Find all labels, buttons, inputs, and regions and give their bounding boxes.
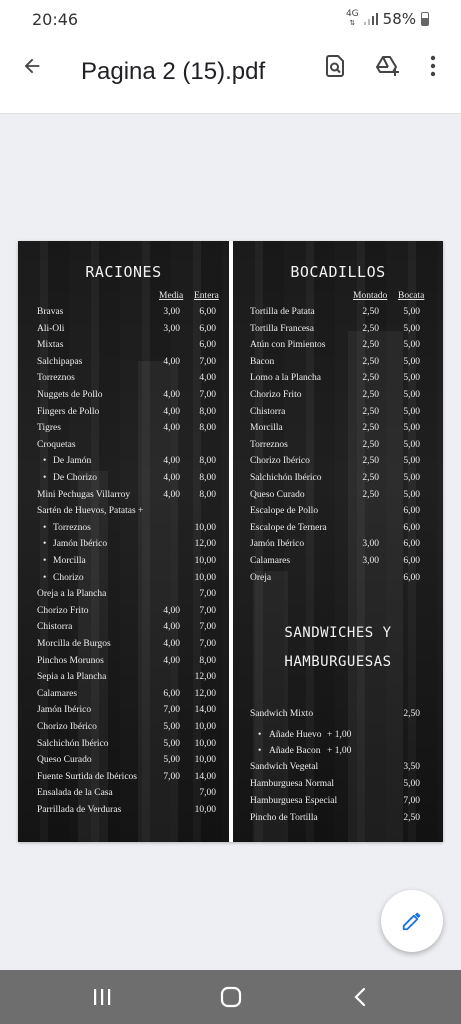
price-entera: 4,00 bbox=[199, 373, 216, 384]
bullet-icon: • bbox=[258, 746, 262, 756]
price-entera: 6,00 bbox=[199, 323, 216, 334]
item-name: Atún con Pimientos bbox=[250, 340, 326, 351]
item-name: Croquetas bbox=[37, 439, 76, 450]
price-bocata: 5,00 bbox=[403, 473, 420, 483]
price-entera: 10,00 bbox=[194, 522, 216, 533]
price-montado: 3,00 bbox=[362, 539, 379, 550]
item-name: Mini Pechugas Villarroy bbox=[37, 489, 131, 500]
arrow-back-icon bbox=[21, 55, 43, 77]
price-bocata: 5,00 bbox=[403, 356, 420, 367]
bullet-icon: • bbox=[43, 572, 47, 583]
sandwiches-row bbox=[233, 746, 443, 763]
price-entera: 7,00 bbox=[199, 589, 216, 600]
item-name: Chorizo Ibérico bbox=[37, 722, 97, 732]
bocadillos-title: BOCADILLOS bbox=[290, 263, 386, 281]
item-name: Bravas bbox=[37, 307, 64, 317]
bocadillos-row bbox=[233, 307, 443, 324]
price-montado: 2,50 bbox=[362, 356, 379, 367]
raciones-row bbox=[18, 656, 229, 673]
price-bocata: 5,00 bbox=[403, 323, 420, 334]
raciones-row bbox=[18, 373, 229, 390]
price-montado: 2,50 bbox=[362, 473, 379, 483]
item-name: Escalope de Pollo bbox=[250, 506, 319, 517]
item-name: Jamón Ibérico bbox=[250, 539, 305, 550]
price-media: 6,00 bbox=[163, 688, 180, 699]
bocadillos-row bbox=[233, 556, 443, 573]
col-montado-header: Montado bbox=[353, 291, 388, 301]
price-entera: 14,00 bbox=[194, 771, 216, 782]
bocadillos-row bbox=[233, 373, 443, 390]
price-media: 5,00 bbox=[163, 722, 180, 732]
item-name: Torreznos bbox=[37, 373, 75, 384]
bullet-icon: • bbox=[43, 539, 47, 550]
raciones-row bbox=[18, 490, 229, 507]
edit-pencil-icon bbox=[401, 910, 423, 932]
price-montado: 2,50 bbox=[362, 406, 379, 417]
item-name: Morcilla bbox=[53, 556, 86, 566]
price-entera: 7,00 bbox=[199, 622, 216, 633]
edit-fab-button[interactable] bbox=[381, 890, 443, 952]
item-name: Tortilla de Patata bbox=[250, 307, 315, 317]
bocadillos-panel bbox=[233, 241, 443, 842]
item-name: Ali-Oli bbox=[37, 323, 65, 334]
col-bocata-header: Bocata bbox=[398, 291, 425, 301]
price-media: 4,00 bbox=[163, 423, 180, 434]
nav-back-button[interactable] bbox=[345, 983, 375, 1011]
raciones-row bbox=[18, 705, 229, 722]
pdf-page[interactable] bbox=[18, 241, 443, 842]
raciones-row bbox=[18, 340, 229, 357]
bocadillos-row bbox=[233, 357, 443, 374]
item-name: Chorizo Frito bbox=[37, 605, 89, 616]
bocadillos-row bbox=[233, 573, 443, 590]
raciones-row bbox=[18, 589, 229, 606]
item-name: Chorizo Frito bbox=[250, 390, 302, 400]
bullet-icon: • bbox=[258, 730, 262, 740]
price-media: 4,00 bbox=[163, 406, 180, 417]
price-bocata: 6,00 bbox=[403, 539, 420, 550]
extra-price: + 1,00 bbox=[327, 746, 352, 756]
price-entera: 8,00 bbox=[199, 473, 216, 483]
data-arrows-icon: ⇅ bbox=[349, 19, 356, 27]
extra-price: + 1,00 bbox=[327, 730, 352, 740]
item-name: Chorizo Ibérico bbox=[250, 456, 310, 467]
price-media: 4,00 bbox=[163, 489, 180, 500]
item-name: Jamón Ibérico bbox=[53, 539, 108, 550]
add-to-drive-button[interactable] bbox=[374, 52, 402, 80]
item-name: Tigres bbox=[37, 423, 61, 434]
price-montado: 3,00 bbox=[362, 556, 379, 566]
battery-percent: 58% bbox=[382, 10, 416, 28]
item-name: Hamburguesa Normal bbox=[250, 779, 334, 789]
bocadillos-row bbox=[233, 324, 443, 341]
sandwiches-row bbox=[233, 730, 443, 747]
price-montado: 2,50 bbox=[362, 307, 379, 317]
status-bar bbox=[0, 0, 461, 40]
battery-icon bbox=[421, 12, 429, 26]
price-bocata: 5,00 bbox=[403, 406, 420, 417]
price-entera: 10,00 bbox=[194, 738, 216, 749]
price-bocata: 6,00 bbox=[403, 572, 420, 583]
raciones-row bbox=[18, 357, 229, 374]
bocadillos-row bbox=[233, 423, 443, 440]
sandwiches-title-line1: SANDWICHES Y bbox=[284, 625, 392, 641]
add-to-drive-icon bbox=[375, 54, 401, 78]
bocadillos-row bbox=[233, 440, 443, 457]
price-bocata: 6,00 bbox=[403, 506, 420, 517]
col-media-header: Media bbox=[159, 291, 184, 301]
item-name: Calamares bbox=[37, 688, 78, 699]
price-entera: 7,00 bbox=[199, 390, 216, 400]
item-name: Calamares bbox=[250, 556, 291, 566]
price-entera: 7,00 bbox=[199, 356, 216, 367]
price-media: 4,00 bbox=[163, 622, 180, 633]
raciones-row bbox=[18, 523, 229, 540]
price-montado: 2,50 bbox=[362, 323, 379, 334]
price-media: 4,00 bbox=[163, 655, 180, 666]
item-name: Escalope de Ternera bbox=[250, 522, 327, 533]
price-entera: 10,00 bbox=[194, 755, 216, 766]
price-media: 3,00 bbox=[163, 323, 180, 334]
price-entera: 6,00 bbox=[199, 307, 216, 317]
item-name: Parrillada de Verduras bbox=[37, 805, 122, 815]
price-bocata: 5,00 bbox=[403, 423, 420, 434]
price-entera: 8,00 bbox=[199, 423, 216, 434]
item-name: Sandwich Mixto bbox=[250, 709, 314, 719]
signal-icon bbox=[364, 13, 378, 25]
bocadillos-row bbox=[233, 390, 443, 407]
raciones-row bbox=[18, 739, 229, 756]
item-price: 5,00 bbox=[403, 779, 420, 789]
price-bocata: 5,00 bbox=[403, 340, 420, 351]
price-montado: 2,50 bbox=[362, 489, 379, 500]
raciones-row bbox=[18, 805, 229, 822]
network-type: 4G bbox=[345, 9, 359, 19]
price-entera: 12,00 bbox=[194, 672, 216, 683]
sandwiches-row bbox=[233, 813, 443, 830]
item-name: Nuggets de Pollo bbox=[37, 390, 103, 400]
sandwiches-row bbox=[233, 762, 443, 779]
item-price: 3,50 bbox=[403, 762, 420, 772]
item-name: Torreznos bbox=[53, 522, 91, 533]
price-entera: 10,00 bbox=[194, 722, 216, 732]
raciones-row bbox=[18, 307, 229, 324]
bocadillos-row bbox=[233, 473, 443, 490]
item-name: Salchichón Ibérico bbox=[250, 473, 322, 483]
raciones-row bbox=[18, 689, 229, 706]
price-media: 4,00 bbox=[163, 639, 180, 649]
sandwiches-title-line2: HAMBURGUESAS bbox=[284, 654, 392, 670]
system-nav-bar bbox=[0, 970, 461, 1024]
item-name: Chistorra bbox=[37, 622, 73, 633]
bocadillos-row bbox=[233, 506, 443, 523]
item-price: 7,00 bbox=[403, 796, 420, 806]
item-name: Pinchos Morunos bbox=[37, 655, 104, 666]
item-name: Jamón Ibérico bbox=[37, 705, 92, 716]
home-icon bbox=[220, 986, 242, 1008]
item-name: Fingers de Pollo bbox=[37, 406, 100, 417]
bocadillos-row bbox=[233, 407, 443, 424]
bocadillos-row bbox=[233, 340, 443, 357]
item-name: Morcilla de Burgos bbox=[37, 639, 111, 649]
raciones-row bbox=[18, 722, 229, 739]
raciones-row bbox=[18, 788, 229, 805]
price-bocata: 6,00 bbox=[403, 556, 420, 566]
price-media: 4,00 bbox=[163, 473, 180, 483]
raciones-row bbox=[18, 456, 229, 473]
item-name: Chorizo bbox=[53, 572, 84, 583]
item-name: Fuente Surtida de Ibéricos bbox=[37, 771, 137, 782]
item-name: Añade Bacon bbox=[269, 746, 321, 756]
sandwiches-row bbox=[233, 796, 443, 813]
price-entera: 14,00 bbox=[194, 705, 216, 716]
price-entera: 6,00 bbox=[199, 340, 216, 351]
document-title: Pagina 2 (15).pdf bbox=[81, 58, 266, 85]
price-media: 7,00 bbox=[163, 705, 180, 716]
price-montado: 2,50 bbox=[362, 456, 379, 467]
price-entera: 10,00 bbox=[194, 572, 216, 583]
price-media: 4,00 bbox=[163, 356, 180, 367]
price-bocata: 5,00 bbox=[403, 373, 420, 384]
price-montado: 2,50 bbox=[362, 340, 379, 351]
home-button[interactable] bbox=[216, 983, 246, 1011]
raciones-row bbox=[18, 639, 229, 656]
more-options-button[interactable] bbox=[423, 52, 443, 80]
item-price: 2,50 bbox=[403, 709, 420, 719]
col-entera-header: Entera bbox=[194, 291, 219, 301]
item-name: Sartén de Huevos, Patatas + bbox=[37, 506, 144, 517]
bullet-icon: • bbox=[43, 473, 47, 483]
raciones-row bbox=[18, 407, 229, 424]
find-in-page-icon bbox=[323, 54, 347, 78]
bullet-icon: • bbox=[43, 556, 47, 566]
raciones-row bbox=[18, 556, 229, 573]
item-name: Salchipapas bbox=[37, 356, 83, 367]
bocadillos-row bbox=[233, 456, 443, 473]
more-vert-icon bbox=[430, 55, 436, 77]
price-entera: 8,00 bbox=[199, 489, 216, 500]
price-montado: 2,50 bbox=[362, 390, 379, 400]
price-media: 4,00 bbox=[163, 390, 180, 400]
raciones-row bbox=[18, 672, 229, 689]
raciones-row bbox=[18, 390, 229, 407]
price-entera: 7,00 bbox=[199, 639, 216, 649]
price-media: 5,00 bbox=[163, 755, 180, 766]
price-entera: 7,00 bbox=[199, 605, 216, 616]
raciones-row bbox=[18, 606, 229, 623]
item-name: Hamburguesa Especial bbox=[250, 796, 338, 806]
item-name: Sandwich Vegetal bbox=[250, 762, 319, 772]
item-name: Oreja a la Plancha bbox=[37, 589, 107, 600]
item-name: Queso Curado bbox=[250, 489, 305, 500]
item-name: Morcilla bbox=[250, 423, 283, 434]
item-name: Sepia a la Plancha bbox=[37, 672, 107, 683]
item-name: Salchichón Ibérico bbox=[37, 738, 109, 749]
raciones-row bbox=[18, 506, 229, 523]
price-media: 4,00 bbox=[163, 456, 180, 467]
price-entera: 8,00 bbox=[199, 456, 216, 467]
item-name: Bacon bbox=[250, 356, 275, 367]
sandwiches-row bbox=[233, 779, 443, 796]
raciones-row bbox=[18, 622, 229, 639]
item-name: Ensalada de la Casa bbox=[37, 788, 113, 799]
price-entera: 10,00 bbox=[194, 805, 216, 815]
item-price: 2,50 bbox=[403, 813, 420, 823]
price-entera: 8,00 bbox=[199, 655, 216, 666]
item-name: De Chorizo bbox=[53, 473, 98, 483]
raciones-row bbox=[18, 755, 229, 772]
price-entera: 8,00 bbox=[199, 406, 216, 417]
network-indicator bbox=[346, 10, 359, 28]
price-bocata: 5,00 bbox=[403, 439, 420, 450]
item-name: Mixtas bbox=[37, 340, 64, 351]
back-button[interactable] bbox=[18, 52, 46, 80]
price-montado: 2,50 bbox=[362, 373, 379, 384]
item-name: Chistorra bbox=[250, 406, 286, 417]
sandwiches-row bbox=[233, 709, 443, 726]
item-name: Añade Huevo bbox=[269, 730, 322, 740]
bullet-icon: • bbox=[43, 456, 47, 467]
item-name: Oreja bbox=[250, 572, 272, 583]
raciones-row bbox=[18, 772, 229, 789]
back-icon bbox=[353, 987, 367, 1007]
price-media: 5,00 bbox=[163, 738, 180, 749]
price-montado: 2,50 bbox=[362, 423, 379, 434]
price-entera: 12,00 bbox=[194, 688, 216, 699]
item-name: Torreznos bbox=[250, 439, 288, 450]
price-bocata: 5,00 bbox=[403, 390, 420, 400]
raciones-title: RACIONES bbox=[85, 263, 162, 281]
price-media: 7,00 bbox=[163, 771, 180, 782]
item-name: Tortilla Francesa bbox=[250, 323, 314, 334]
bocadillos-row bbox=[233, 539, 443, 556]
raciones-row bbox=[18, 473, 229, 490]
recent-apps-icon bbox=[92, 988, 112, 1006]
status-indicators bbox=[346, 10, 429, 28]
raciones-row bbox=[18, 423, 229, 440]
price-bocata: 6,00 bbox=[403, 522, 420, 533]
bocadillos-row bbox=[233, 490, 443, 507]
status-time: 20:46 bbox=[32, 10, 79, 29]
recent-apps-button[interactable] bbox=[87, 983, 117, 1011]
price-entera: 10,00 bbox=[194, 556, 216, 566]
price-media: 4,00 bbox=[163, 605, 180, 616]
bullet-icon: • bbox=[43, 522, 47, 533]
price-montado: 2,50 bbox=[362, 439, 379, 450]
raciones-panel bbox=[18, 241, 229, 842]
bocadillos-row bbox=[233, 523, 443, 540]
raciones-row bbox=[18, 573, 229, 590]
price-bocata: 5,00 bbox=[403, 489, 420, 500]
price-bocata: 5,00 bbox=[403, 307, 420, 317]
raciones-row bbox=[18, 440, 229, 457]
price-entera: 7,00 bbox=[199, 788, 216, 799]
item-name: Pincho de Tortilla bbox=[250, 813, 318, 823]
app-bar bbox=[0, 40, 461, 114]
raciones-row bbox=[18, 539, 229, 556]
item-name: Queso Curado bbox=[37, 755, 92, 766]
price-media: 3,00 bbox=[163, 307, 180, 317]
item-name: De Jamón bbox=[53, 456, 92, 467]
item-name: Lomo a la Plancha bbox=[250, 373, 321, 384]
raciones-row bbox=[18, 324, 229, 341]
find-in-page-button[interactable] bbox=[321, 52, 349, 80]
price-entera: 12,00 bbox=[194, 539, 216, 550]
price-bocata: 5,00 bbox=[403, 456, 420, 467]
